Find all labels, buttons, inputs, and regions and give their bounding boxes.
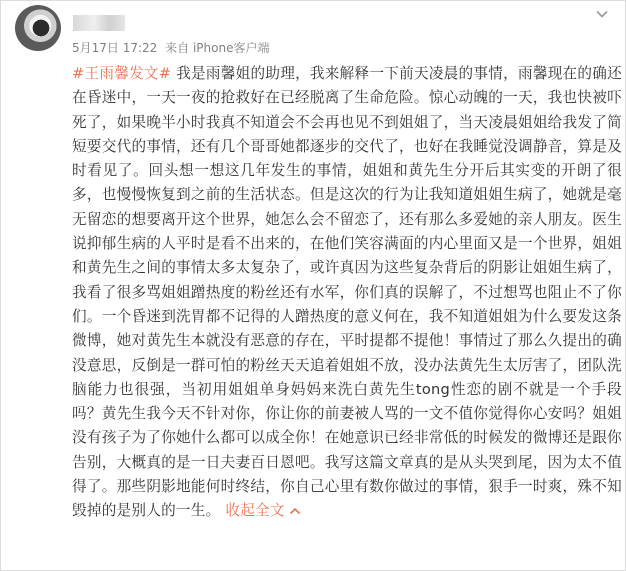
topic-link[interactable]: #王雨馨发文# [72, 65, 172, 82]
post-body: 我是雨馨姐的助理，我来解释一下前天凌晨的事情，雨馨现在的确还在昏迷中，一天一夜的抢救好在已经脱离了生命危险。惊心动魄的一天，我也快被吓死了，如果晚半小时我真不知道会不会再也见不到姐姐了，当天凌晨姐姐给我发了简短要交代的事情，还有几个哥哥她都逐步的交代了，也好在我睡觉没调静音，算是及时看见了。回头想一想这几年发生的事情，姐姐和黄先生分开后其实变的开朗了很多，也慢慢恢复到之前的生活状态。但是这次的行为让我知道姐姐生病了，她就是毫无留恋的想要离开这个世界，她怎么会不留恋了，还有那么多爱她的亲人朋友。医生说抑郁生病的人平时是看不出来的，在他们笑容满面的内心里面又是一个世界，姐姐和黄先生之间的事情太多太复杂了，或许真因为这些复杂背后的阴影让姐姐生病了，我看了很多骂姐姐蹭热度的粉丝还有水军，你们真的误解了，不过想骂也阻止不了你们。一个昏迷到洗胃都不记得的人蹭热度的意义何在，我不知道姐姐为什么要发这条微博，她对黄先生本就没有恶意的存在，平时提都不提他！事情过了那么久提出的确没意思，反倒是一群可怕的粉丝天天追着姐姐不放，没办法黄先生太厉害了，团队洗脑能力也很强，当初用姐姐单身妈妈来洗白黄先生tong性恋的剧不就是一个手段吗？黄先生我今天不针对你，你让你的前妻被人骂的一文不值你觉得你心安吗？姐姐没有孩子为了你她什么都可以成全你！在她意识已经非常低的时候发的微博还是跟你告别，大概真的是一日夫妻百日恩吧。我写这篇文章真的是从头哭到尾，因为太不值得了。那些阴影地能何时终结，你自己心里有数你做过的事情，狠手一时爽，殊不知毁掉的是别人的一生。 [72, 65, 622, 520]
avatar[interactable] [15, 5, 61, 51]
chevron-down-icon[interactable] [595, 7, 609, 21]
post-content [72, 62, 622, 524]
collapse-label: 收起全文 [225, 502, 285, 520]
post-time[interactable]: 5月17日 17:22 [72, 41, 158, 55]
collapse-text-button[interactable] [225, 502, 300, 519]
chevron-up-icon [289, 506, 301, 516]
post-meta [72, 39, 273, 56]
username-redacted [73, 15, 125, 31]
post-source: 来自 iPhone客户端 [165, 41, 270, 55]
avatar-figure [23, 13, 53, 43]
